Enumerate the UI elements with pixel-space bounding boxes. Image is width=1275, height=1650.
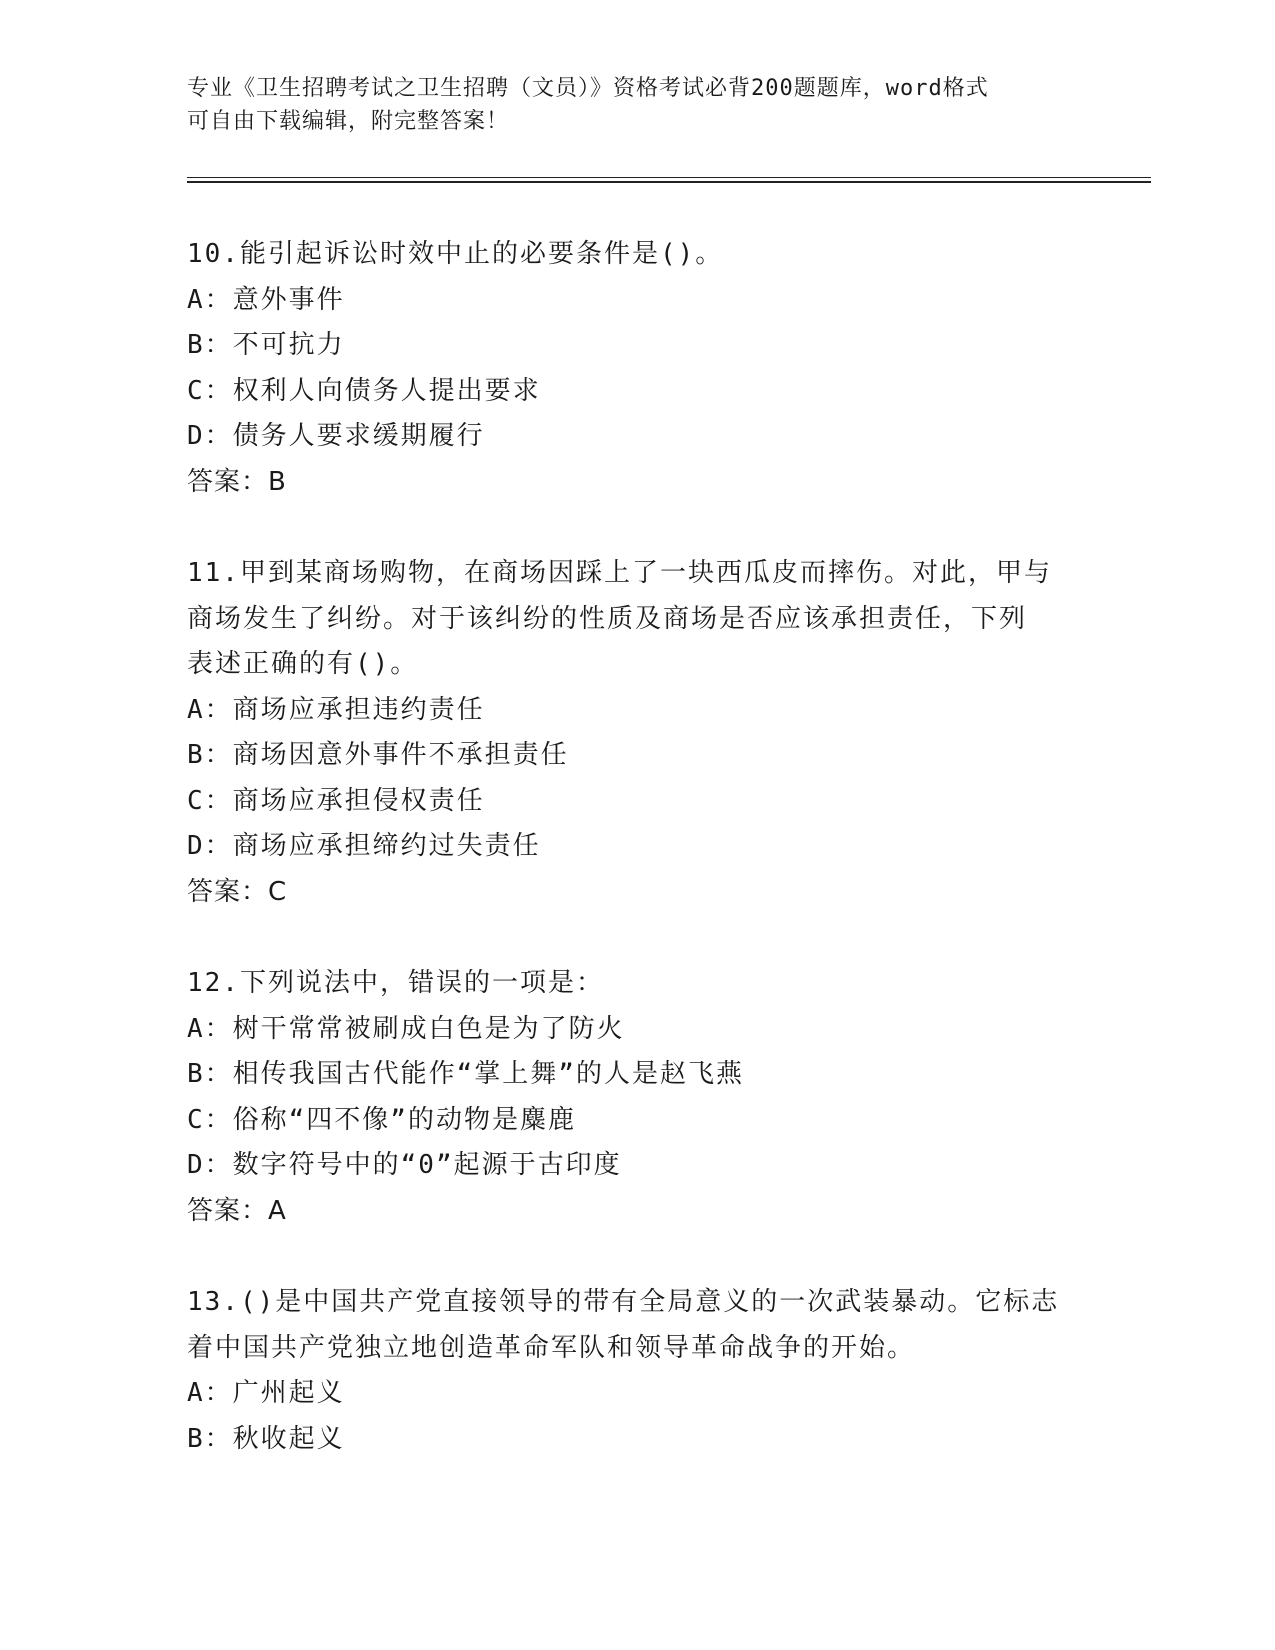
question-11 xyxy=(187,551,1087,915)
question-stem: 10.能引起诉讼时效中止的必要条件是()。 xyxy=(187,239,724,269)
question-13 xyxy=(187,1280,1087,1462)
question-stem: 表述正确的有()。 xyxy=(187,649,419,679)
option-b: B：秋收起义 xyxy=(187,1423,345,1454)
question-stem: 11.甲到某商场购物，在商场因踩上了一块西瓜皮而摔伤。对此，甲与 xyxy=(187,558,1052,588)
answer: 答案：B xyxy=(187,466,287,497)
header-divider-thin xyxy=(187,177,1151,178)
option-a: A：树干常常被刷成白色是为了防火 xyxy=(187,1013,625,1044)
header-line-2: 可自由下载编辑，附完整答案！ xyxy=(187,109,510,134)
answer: 答案：A xyxy=(187,1195,287,1226)
option-d: D：债务人要求缓期履行 xyxy=(187,421,485,451)
question-stem: 着中国共产党独立地创造革命军队和领导革命战争的开始。 xyxy=(187,1332,916,1363)
answer: 答案：C xyxy=(187,876,288,907)
question-stem: 12.下列说法中，错误的一项是： xyxy=(187,968,604,998)
option-a: A：广州起义 xyxy=(187,1378,345,1408)
header-divider-thick xyxy=(187,181,1151,183)
option-d: D：商场应承担缔约过失责任 xyxy=(187,831,541,861)
option-c: C：商场应承担侵权责任 xyxy=(187,785,485,816)
question-list xyxy=(187,232,1087,1508)
option-b: B：相传我国古代能作“掌上舞”的人是赵飞燕 xyxy=(187,1059,744,1089)
question-10 xyxy=(187,232,1087,505)
option-c: C：权利人向债务人提出要求 xyxy=(187,375,541,406)
option-c: C：俗称“四不像”的动物是麋鹿 xyxy=(187,1104,576,1135)
question-12 xyxy=(187,961,1087,1234)
option-a: A：意外事件 xyxy=(187,284,345,315)
header-line-1: 专业《卫生招聘考试之卫生招聘（文员）》资格考试必背200题题库，word格式 xyxy=(187,76,989,101)
option-d: D：数字符号中的“0”起源于古印度 xyxy=(187,1150,622,1180)
question-stem: 13.()是中国共产党直接领导的带有全局意义的一次武装暴动。它标志 xyxy=(187,1287,1060,1317)
question-stem: 商场发生了纠纷。对于该纠纷的性质及商场是否应该承担责任，下列 xyxy=(187,603,1028,634)
option-b: B：不可抗力 xyxy=(187,330,345,360)
document-header xyxy=(187,72,1087,138)
option-a: A：商场应承担违约责任 xyxy=(187,694,485,725)
option-b: B：商场因意外事件不承担责任 xyxy=(187,740,569,770)
